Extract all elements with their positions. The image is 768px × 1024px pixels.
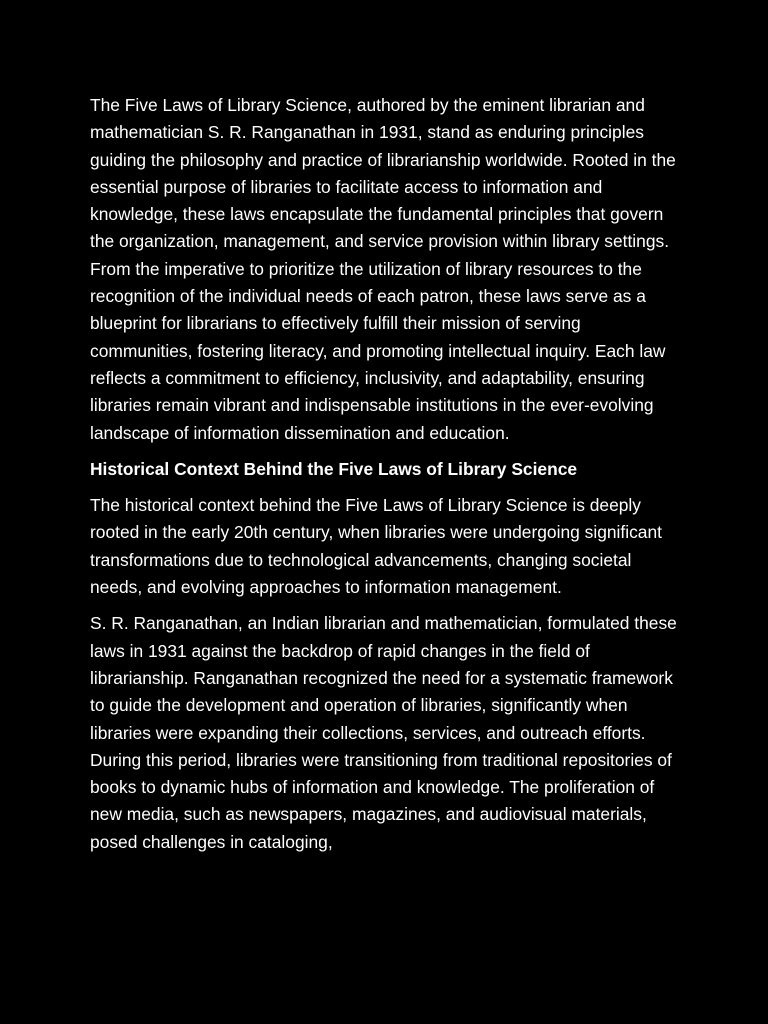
section-heading: Historical Context Behind the Five Laws of Library Science <box>90 458 578 479</box>
intro-paragraph: The Five Laws of Library Science, authored by the eminent librarian and mathematician S. R. Ranganathan in 1931, stand as enduring principles guiding the philosophy and practice of librarianship worldwide. Rooted in the essential purpose of libraries to facilitate access to information and knowledge, these laws encapsulate the fundamental principles that govern the organization, management, and service provision within library settings. From the imperative to prioritize the utilization of library resources to the recognition of the individual needs of each patron, these laws serve as a blueprint for librarians to effectively fulfill their mission of serving communities, fostering literacy, and promoting intellectual inquiry. Each law reflects a commitment to efficiency, inclusivity, and adaptability, ensuring libraries remain vibrant and indispensable institutions in the ever-evolving landscape of information dissemination and education. <box>90 95 676 443</box>
document-page <box>90 92 680 865</box>
ranganathan-paragraph: S. R. Ranganathan, an Indian librarian and mathematician, formulated these laws in 1931 against the backdrop of rapid changes in the field of librarianship. Ranganathan recognized the need for a systematic framework to guide the development and operation of libraries, significantly when libraries were expanding their collections, services, and outreach efforts. During this period, libraries were transitioning from traditional repositories of books to dynamic hubs of information and knowledge. The proliferation of new media, such as newspapers, magazines, and audiovisual materials, posed challenges in cataloging, <box>90 613 677 852</box>
context-paragraph: The historical context behind the Five Laws of Library Science is deeply rooted in the early 20th century, when libraries were undergoing significant transformations due to technological advancements, changing societal needs, and evolving approaches to information management. <box>90 495 662 598</box>
